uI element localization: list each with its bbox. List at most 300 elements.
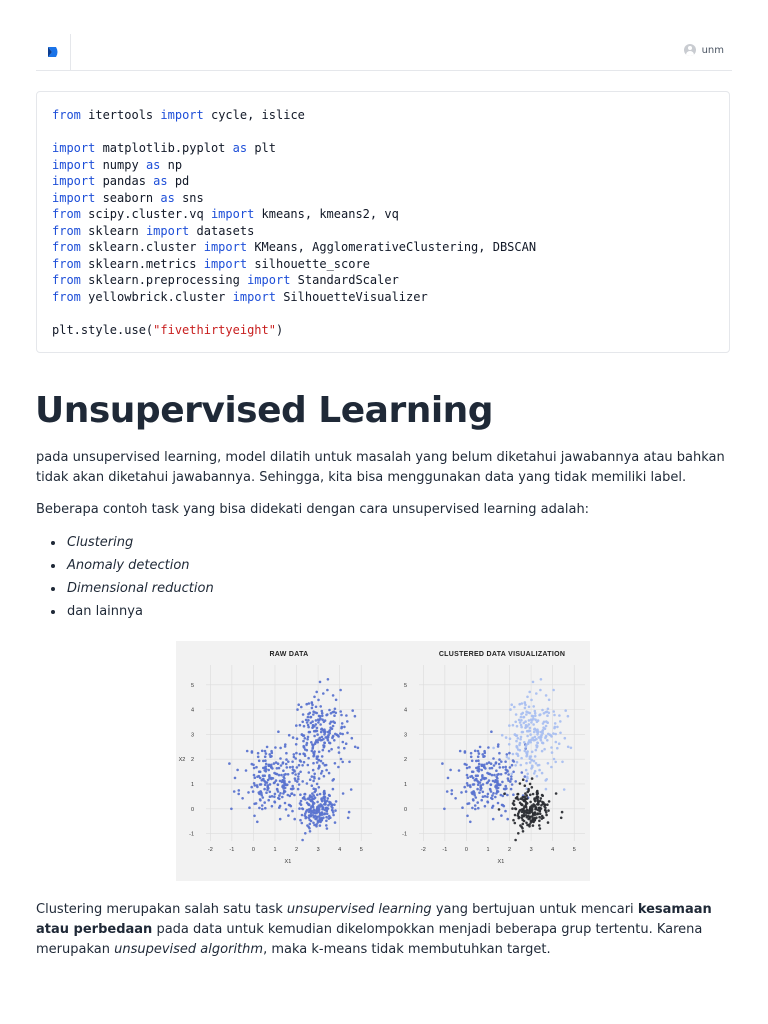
code-keyword: from xyxy=(52,289,81,304)
data-point xyxy=(525,803,528,806)
code-text: sns xyxy=(174,190,204,205)
data-point xyxy=(500,794,503,797)
data-point xyxy=(338,751,341,754)
data-point xyxy=(531,786,534,789)
data-point xyxy=(486,800,489,803)
data-point xyxy=(490,762,493,765)
data-point xyxy=(542,816,545,819)
data-point xyxy=(256,821,259,824)
data-point xyxy=(514,721,517,724)
data-point xyxy=(312,806,315,809)
data-point xyxy=(497,773,500,776)
data-point xyxy=(544,737,547,740)
data-point xyxy=(511,807,514,810)
data-point xyxy=(328,794,331,797)
text-run: , maka k-means tidak membutuhkan target. xyxy=(263,942,551,957)
data-point xyxy=(345,742,348,745)
data-point xyxy=(233,790,236,793)
data-point xyxy=(298,783,301,786)
data-point xyxy=(506,770,509,773)
user-avatar-icon xyxy=(684,44,696,56)
data-point xyxy=(312,746,315,749)
data-point xyxy=(282,792,285,795)
data-point xyxy=(460,791,463,794)
data-point xyxy=(525,794,528,797)
data-point xyxy=(308,814,311,817)
data-point xyxy=(259,790,262,793)
code-keyword: from xyxy=(52,223,81,238)
data-point xyxy=(318,765,321,768)
code-text: datasets xyxy=(189,223,255,238)
data-point xyxy=(281,781,284,784)
data-point xyxy=(321,712,324,715)
data-point xyxy=(486,795,489,798)
data-point xyxy=(543,748,546,751)
code-text: ) xyxy=(275,322,284,337)
x-tick-label: 3 xyxy=(316,847,320,853)
data-point xyxy=(265,763,268,766)
data-point xyxy=(558,742,561,745)
y-tick-label: 1 xyxy=(190,781,194,788)
data-point xyxy=(506,818,509,821)
data-point xyxy=(465,790,468,793)
data-point xyxy=(475,796,478,799)
data-point xyxy=(319,717,322,720)
data-point xyxy=(470,752,473,755)
data-point xyxy=(478,791,481,794)
data-point xyxy=(522,823,525,826)
logo-icon[interactable] xyxy=(46,45,60,59)
data-point xyxy=(537,719,540,722)
data-point xyxy=(468,802,471,805)
data-point xyxy=(492,792,495,795)
data-point xyxy=(337,746,340,749)
data-point xyxy=(529,727,532,730)
data-point xyxy=(559,720,562,723)
x-tick-label: -1 xyxy=(229,847,235,853)
data-point xyxy=(301,721,304,724)
x-tick-label: 2 xyxy=(508,847,512,853)
data-point xyxy=(343,747,346,750)
data-point xyxy=(487,793,490,796)
data-point xyxy=(301,814,304,817)
data-point xyxy=(538,764,541,767)
data-point xyxy=(512,724,515,727)
data-point xyxy=(297,773,300,776)
data-point xyxy=(319,739,322,742)
data-point xyxy=(322,692,325,695)
data-point xyxy=(333,803,336,806)
data-point xyxy=(333,714,336,717)
data-point xyxy=(295,752,298,755)
data-point xyxy=(337,735,340,738)
data-point xyxy=(328,772,331,775)
data-point xyxy=(319,813,322,816)
y-tick-label: 2 xyxy=(403,757,407,764)
data-point xyxy=(538,824,541,827)
data-point xyxy=(524,720,527,723)
data-point xyxy=(303,725,306,728)
data-point xyxy=(351,709,354,712)
code-text: silhouette_score xyxy=(247,256,370,271)
data-point xyxy=(447,777,450,780)
data-point xyxy=(451,789,454,792)
data-point xyxy=(293,753,296,756)
data-point xyxy=(325,764,328,767)
data-point xyxy=(312,755,315,758)
data-point xyxy=(297,775,300,778)
data-point xyxy=(528,723,531,726)
data-point xyxy=(261,750,264,753)
data-point xyxy=(532,793,535,796)
data-point xyxy=(327,797,330,800)
data-point xyxy=(529,757,532,760)
x-axis-label: X1 xyxy=(284,859,292,865)
data-point xyxy=(308,798,311,801)
code-line xyxy=(52,157,536,174)
data-point xyxy=(299,724,302,727)
data-point xyxy=(312,724,315,727)
data-point xyxy=(526,797,529,800)
data-point xyxy=(508,724,511,727)
x-axis-label: X1 xyxy=(497,859,505,865)
data-point xyxy=(308,771,311,774)
data-point xyxy=(496,781,499,784)
data-point xyxy=(314,788,317,791)
data-point xyxy=(309,830,312,833)
data-point xyxy=(474,750,477,753)
data-point xyxy=(493,764,496,767)
data-point xyxy=(529,783,532,786)
data-point xyxy=(511,783,514,786)
data-point xyxy=(311,720,314,723)
data-point xyxy=(522,716,525,719)
data-point xyxy=(317,755,320,758)
data-point xyxy=(319,705,322,708)
data-point xyxy=(476,801,479,804)
code-text: pd xyxy=(167,174,190,188)
data-point xyxy=(325,820,328,823)
data-point xyxy=(504,810,507,813)
data-point xyxy=(531,819,534,822)
data-point xyxy=(284,743,287,746)
code-line xyxy=(52,256,536,273)
data-point xyxy=(332,720,335,723)
data-point xyxy=(298,807,301,810)
data-point xyxy=(309,778,312,781)
data-point xyxy=(269,783,272,786)
data-point xyxy=(477,807,480,810)
code-keyword: as xyxy=(153,174,168,188)
data-point xyxy=(525,724,528,727)
data-point xyxy=(318,786,321,789)
data-point xyxy=(545,720,548,723)
data-point xyxy=(285,758,288,761)
data-point xyxy=(466,815,469,818)
data-point xyxy=(326,813,329,816)
data-point xyxy=(354,715,357,718)
data-point xyxy=(524,775,527,778)
data-point xyxy=(324,719,327,722)
data-point xyxy=(538,816,541,819)
data-point xyxy=(499,766,502,769)
data-point xyxy=(525,780,528,783)
data-point xyxy=(564,709,567,712)
data-point xyxy=(545,778,548,781)
data-point xyxy=(341,733,344,736)
data-point xyxy=(538,820,541,823)
list-item: dan lainnya xyxy=(36,600,214,623)
code-text: numpy xyxy=(95,157,146,172)
data-point xyxy=(495,792,498,795)
data-point xyxy=(518,744,521,747)
data-point xyxy=(312,803,315,806)
data-point xyxy=(308,803,311,806)
code-text: plt.style.use( xyxy=(52,322,154,337)
data-point xyxy=(296,737,299,740)
code-text: plt xyxy=(247,141,276,155)
data-point xyxy=(278,798,281,801)
data-point xyxy=(321,755,324,758)
data-point xyxy=(529,730,532,733)
data-point xyxy=(491,794,494,797)
data-point xyxy=(533,731,536,734)
data-point xyxy=(297,778,300,781)
data-point xyxy=(293,818,296,821)
data-point xyxy=(319,803,322,806)
data-point xyxy=(450,793,453,796)
data-point xyxy=(325,824,328,827)
data-point xyxy=(526,791,529,794)
paragraph-clustering xyxy=(36,900,726,960)
data-point xyxy=(325,714,328,717)
data-point xyxy=(256,775,259,778)
data-point xyxy=(320,760,323,763)
data-point xyxy=(541,750,544,753)
data-point xyxy=(478,752,481,755)
data-point xyxy=(266,746,269,749)
data-point xyxy=(287,794,290,797)
data-point xyxy=(307,719,310,722)
data-point xyxy=(254,776,257,779)
x-tick-label: -1 xyxy=(442,847,448,853)
data-point xyxy=(545,725,548,728)
data-point xyxy=(515,745,518,748)
data-point xyxy=(497,802,500,805)
data-point xyxy=(539,689,542,692)
data-point xyxy=(317,718,320,721)
data-point xyxy=(531,765,534,768)
code-text: sklearn xyxy=(80,223,146,238)
code-line xyxy=(52,190,536,207)
data-point xyxy=(337,766,340,769)
data-point xyxy=(492,747,495,750)
data-point xyxy=(312,814,315,817)
data-point xyxy=(304,793,307,796)
data-point xyxy=(315,815,318,818)
data-point xyxy=(540,797,543,800)
data-point xyxy=(547,733,550,736)
data-point xyxy=(298,764,301,767)
data-point xyxy=(512,793,515,796)
data-point xyxy=(541,709,544,712)
data-point xyxy=(528,706,531,709)
data-point xyxy=(319,681,322,684)
data-point xyxy=(509,737,512,740)
data-point xyxy=(316,727,319,730)
data-point xyxy=(295,743,298,746)
data-point xyxy=(508,752,511,755)
data-point xyxy=(498,763,501,766)
data-point xyxy=(292,787,295,790)
data-point xyxy=(536,803,539,806)
data-point xyxy=(474,804,477,807)
data-point xyxy=(498,784,501,787)
data-point xyxy=(528,719,531,722)
code-keyword: import xyxy=(52,141,96,155)
data-point xyxy=(291,760,294,763)
data-point xyxy=(312,811,315,814)
data-point xyxy=(534,800,537,803)
data-point xyxy=(554,761,557,764)
data-point xyxy=(507,773,510,776)
user-menu[interactable] xyxy=(684,44,724,56)
data-point xyxy=(514,733,517,736)
data-point xyxy=(471,760,474,763)
data-point xyxy=(539,809,542,812)
y-axis-label: X2 xyxy=(178,757,186,764)
data-point xyxy=(491,767,494,770)
data-point xyxy=(467,784,470,787)
data-point xyxy=(441,762,444,765)
data-point xyxy=(324,812,327,815)
data-point xyxy=(264,783,267,786)
data-point xyxy=(519,824,522,827)
y-tick-label: 3 xyxy=(190,732,194,739)
data-point xyxy=(521,702,524,705)
data-point xyxy=(469,821,472,824)
data-point xyxy=(550,735,553,738)
data-point xyxy=(334,809,337,812)
data-point xyxy=(274,793,277,796)
data-point xyxy=(500,773,503,776)
data-point xyxy=(250,786,253,789)
data-point xyxy=(303,761,306,764)
data-point xyxy=(503,793,506,796)
code-text: matplotlib.pyplot xyxy=(95,141,233,155)
data-point xyxy=(264,807,267,810)
task-list xyxy=(36,531,214,623)
data-point xyxy=(527,711,530,714)
data-point xyxy=(322,762,325,765)
data-point xyxy=(266,781,269,784)
data-point xyxy=(564,737,567,740)
data-point xyxy=(277,730,280,733)
data-point xyxy=(463,786,466,789)
data-point xyxy=(328,741,331,744)
data-point xyxy=(316,733,319,736)
code-line xyxy=(52,173,536,190)
data-point xyxy=(257,752,260,755)
code-keyword: from xyxy=(52,207,81,221)
data-point xyxy=(529,801,532,804)
text-run: kesamaan atau perbedaan xyxy=(36,902,712,937)
data-point xyxy=(321,736,324,739)
code-string: "fivethirtyeight" xyxy=(153,322,276,337)
data-point xyxy=(530,721,533,724)
data-point xyxy=(316,761,319,764)
data-point xyxy=(278,767,281,770)
x-tick-label: 0 xyxy=(464,847,468,853)
data-point xyxy=(563,788,566,791)
data-point xyxy=(302,745,305,748)
data-point xyxy=(514,780,517,783)
data-point xyxy=(313,696,316,699)
code-text: SilhouetteVisualizer xyxy=(275,289,428,304)
data-point xyxy=(273,782,276,785)
data-point xyxy=(323,803,326,806)
data-point xyxy=(540,731,543,734)
data-point xyxy=(521,803,524,806)
data-point xyxy=(472,790,475,793)
data-point xyxy=(495,762,498,765)
data-point xyxy=(323,742,326,745)
data-point xyxy=(538,714,541,717)
data-point xyxy=(528,825,531,828)
y-tick-label: 0 xyxy=(190,806,194,813)
data-point xyxy=(313,791,316,794)
data-point xyxy=(551,751,554,754)
data-point xyxy=(299,753,302,756)
data-point xyxy=(302,713,305,716)
code-text: np xyxy=(160,157,183,172)
data-point xyxy=(539,813,542,816)
y-tick-label: 1 xyxy=(403,781,407,788)
data-point xyxy=(322,749,325,752)
data-point xyxy=(318,751,321,754)
data-point xyxy=(312,762,315,765)
data-point xyxy=(520,736,523,739)
figure-background xyxy=(176,641,590,881)
data-point xyxy=(526,735,529,738)
data-point xyxy=(507,777,510,780)
data-point xyxy=(482,795,485,798)
data-point xyxy=(345,714,348,717)
x-tick-label: 2 xyxy=(295,847,299,853)
data-point xyxy=(263,769,266,772)
code-text: yellowbrick.cluster xyxy=(80,289,233,304)
data-point xyxy=(570,747,573,750)
data-point xyxy=(306,809,309,812)
code-text: sklearn.metrics xyxy=(80,256,204,271)
data-point xyxy=(251,751,254,754)
data-point xyxy=(475,760,478,763)
data-point xyxy=(315,719,318,722)
data-point xyxy=(480,779,483,782)
data-point xyxy=(279,818,282,821)
data-point xyxy=(534,808,537,811)
data-point xyxy=(304,748,307,751)
data-point xyxy=(552,689,555,692)
y-tick-label: 0 xyxy=(403,806,407,813)
data-point xyxy=(529,794,532,797)
data-point xyxy=(273,795,276,798)
data-point xyxy=(504,785,507,788)
data-point xyxy=(313,797,316,800)
top-bar xyxy=(36,34,732,71)
data-point xyxy=(280,764,283,767)
data-point xyxy=(509,708,512,711)
